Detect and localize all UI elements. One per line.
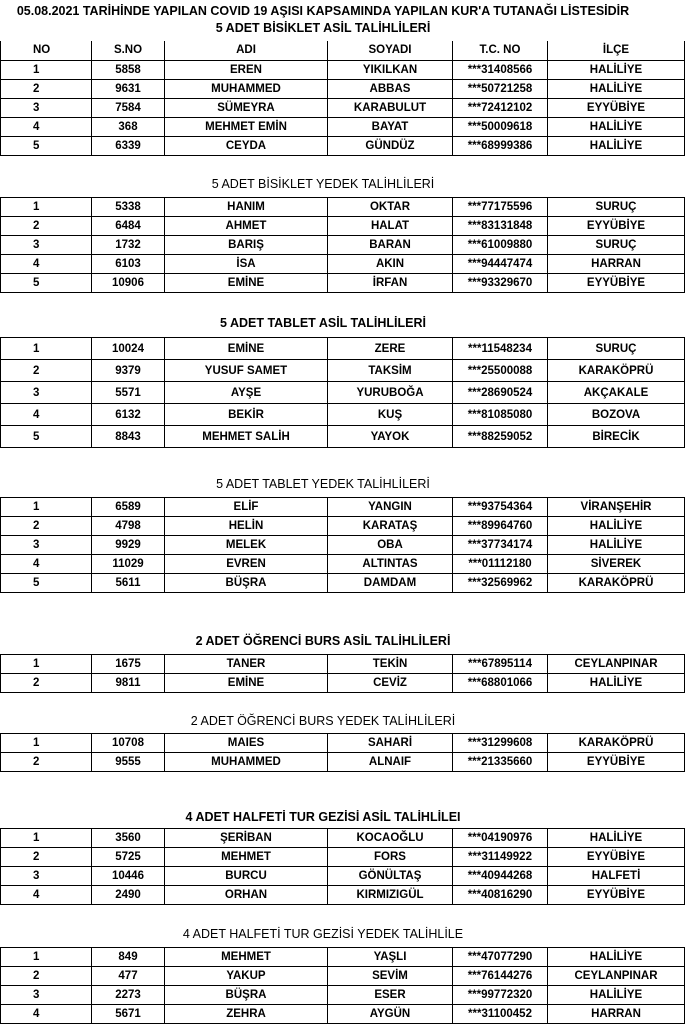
cell-sno: 8843 <box>92 426 165 448</box>
cell-first-name: HANIM <box>165 198 328 217</box>
cell-district: SURUÇ <box>548 198 685 217</box>
column-header-tc-no: T.C. NO <box>453 41 548 60</box>
cell-first-name: MEHMET SALİH <box>165 426 328 448</box>
cell-last-name: AYGÜN <box>328 1005 453 1024</box>
section-title: 2 ADET ÖĞRENCİ BURS YEDEK TALİHLİLERİ <box>190 714 456 728</box>
cell-last-name: ESER <box>328 986 453 1005</box>
cell-last-name: AKIN <box>328 255 453 274</box>
section-table <box>0 733 685 772</box>
column-header-first-name: ADI <box>165 41 328 60</box>
table-row <box>1 886 685 905</box>
cell-sno: 5611 <box>92 574 165 593</box>
cell-district: HALİLİYE <box>548 79 685 98</box>
document-title: 05.08.2021 TARİHİNDE YAPILAN COVID 19 AŞISI KAPSAMINDA YAPILAN KUR'A TUTANAĞI LİSTESİDİR <box>16 4 630 18</box>
cell-sno: 849 <box>92 948 165 967</box>
cell-sno: 477 <box>92 967 165 986</box>
cell-tc-no: ***31149922 <box>453 848 548 867</box>
cell-last-name: YANGIN <box>328 498 453 517</box>
section-table <box>0 947 685 1024</box>
cell-first-name: MEHMET <box>165 848 328 867</box>
cell-first-name: EMİNE <box>165 338 328 360</box>
cell-last-name: SAHARİ <box>328 734 453 753</box>
cell-last-name: SEVİM <box>328 967 453 986</box>
cell-district: HALİLİYE <box>548 517 685 536</box>
table-row <box>1 1005 685 1024</box>
table-row <box>1 198 685 217</box>
cell-tc-no: ***89964760 <box>453 517 548 536</box>
section-title: 5 ADET TABLET ASİL TALİHLİLERİ <box>219 316 426 330</box>
cell-district: HALİLİYE <box>548 948 685 967</box>
table-row <box>1 236 685 255</box>
cell-tc-no: ***77175596 <box>453 198 548 217</box>
cell-sno: 10446 <box>92 867 165 886</box>
cell-last-name: KIRMIZIGÜL <box>328 886 453 905</box>
cell-no: 1 <box>1 338 92 360</box>
cell-sno: 5725 <box>92 848 165 867</box>
table-row <box>1 255 685 274</box>
cell-no: 5 <box>1 426 92 448</box>
cell-sno: 6589 <box>92 498 165 517</box>
table-row <box>1 536 685 555</box>
table-row <box>1 382 685 404</box>
cell-sno: 5671 <box>92 1005 165 1024</box>
cell-first-name: MAIES <box>165 734 328 753</box>
cell-district: EYYÜBİYE <box>548 753 685 772</box>
cell-last-name: ABBAS <box>328 79 453 98</box>
table-row <box>1 217 685 236</box>
table-row <box>1 60 685 79</box>
cell-last-name: OKTAR <box>328 198 453 217</box>
cell-district: HALİLİYE <box>548 136 685 155</box>
cell-tc-no: ***50721258 <box>453 79 548 98</box>
cell-district: CEYLANPINAR <box>548 967 685 986</box>
cell-last-name: TEKİN <box>328 655 453 674</box>
cell-tc-no: ***83131848 <box>453 217 548 236</box>
cell-first-name: HELİN <box>165 517 328 536</box>
cell-first-name: ŞERİBAN <box>165 829 328 848</box>
cell-district: EYYÜBİYE <box>548 848 685 867</box>
cell-first-name: YAKUP <box>165 967 328 986</box>
cell-first-name: MEHMET EMİN <box>165 117 328 136</box>
cell-first-name: EREN <box>165 60 328 79</box>
cell-last-name: YURUBOĞA <box>328 382 453 404</box>
cell-no: 5 <box>1 574 92 593</box>
cell-first-name: BARIŞ <box>165 236 328 255</box>
section-title: 5 ADET BİSİKLET ASİL TALİHLİLERİ <box>215 21 431 35</box>
cell-district: EYYÜBİYE <box>548 217 685 236</box>
section-title: 5 ADET TABLET YEDEK TALİHLİLERİ <box>216 477 430 491</box>
table-row <box>1 274 685 293</box>
cell-sno: 5338 <box>92 198 165 217</box>
table-row <box>1 498 685 517</box>
cell-district: HALİLİYE <box>548 117 685 136</box>
cell-tc-no: ***28690524 <box>453 382 548 404</box>
cell-no: 4 <box>1 886 92 905</box>
cell-tc-no: ***31100452 <box>453 1005 548 1024</box>
cell-first-name: İSA <box>165 255 328 274</box>
cell-tc-no: ***40944268 <box>453 867 548 886</box>
cell-first-name: MUHAMMED <box>165 79 328 98</box>
cell-sno: 7584 <box>92 98 165 117</box>
cell-tc-no: ***81085080 <box>453 404 548 426</box>
table-row <box>1 986 685 1005</box>
cell-sno: 3560 <box>92 829 165 848</box>
cell-sno: 9631 <box>92 79 165 98</box>
cell-first-name: SÜMEYRA <box>165 98 328 117</box>
section-title: 4 ADET HALFETİ TUR GEZİSİ ASİL TALİHLİLEI <box>185 810 461 824</box>
cell-last-name: DAMDAM <box>328 574 453 593</box>
cell-last-name: KARATAŞ <box>328 517 453 536</box>
cell-tc-no: ***93754364 <box>453 498 548 517</box>
cell-last-name: TAKSİM <box>328 360 453 382</box>
cell-no: 3 <box>1 986 92 1005</box>
cell-tc-no: ***25500088 <box>453 360 548 382</box>
cell-tc-no: ***04190976 <box>453 829 548 848</box>
table-row <box>1 338 685 360</box>
cell-last-name: FORS <box>328 848 453 867</box>
table-row <box>1 426 685 448</box>
cell-tc-no: ***72412102 <box>453 98 548 117</box>
cell-district: AKÇAKALE <box>548 382 685 404</box>
table-row <box>1 404 685 426</box>
section-table <box>0 41 685 156</box>
cell-no: 3 <box>1 98 92 117</box>
cell-district: HALFETİ <box>548 867 685 886</box>
cell-first-name: EVREN <box>165 555 328 574</box>
cell-sno: 2273 <box>92 986 165 1005</box>
table-row <box>1 674 685 693</box>
cell-last-name: OBA <box>328 536 453 555</box>
cell-sno: 5571 <box>92 382 165 404</box>
table-row <box>1 829 685 848</box>
cell-last-name: ZERE <box>328 338 453 360</box>
cell-district: HALİLİYE <box>548 60 685 79</box>
cell-no: 4 <box>1 555 92 574</box>
header-row <box>1 41 685 60</box>
cell-no: 2 <box>1 79 92 98</box>
cell-first-name: MELEK <box>165 536 328 555</box>
cell-no: 4 <box>1 404 92 426</box>
cell-no: 2 <box>1 360 92 382</box>
cell-no: 2 <box>1 217 92 236</box>
cell-tc-no: ***88259052 <box>453 426 548 448</box>
cell-no: 1 <box>1 198 92 217</box>
cell-last-name: KUŞ <box>328 404 453 426</box>
cell-sno: 10708 <box>92 734 165 753</box>
table-row <box>1 867 685 886</box>
cell-district: HARRAN <box>548 255 685 274</box>
cell-first-name: EMİNE <box>165 274 328 293</box>
cell-no: 5 <box>1 136 92 155</box>
cell-first-name: CEYDA <box>165 136 328 155</box>
cell-district: CEYLANPINAR <box>548 655 685 674</box>
cell-last-name: ALTINTAS <box>328 555 453 574</box>
cell-first-name: YUSUF SAMET <box>165 360 328 382</box>
cell-no: 2 <box>1 753 92 772</box>
column-header-district: İLÇE <box>548 41 685 60</box>
section-title: 4 ADET HALFETİ TUR GEZİSİ YEDEK TALİHLİLE <box>182 927 464 941</box>
cell-first-name: BEKİR <box>165 404 328 426</box>
table-row <box>1 79 685 98</box>
cell-no: 2 <box>1 967 92 986</box>
cell-district: VİRANŞEHİR <box>548 498 685 517</box>
table-row <box>1 967 685 986</box>
cell-tc-no: ***67895114 <box>453 655 548 674</box>
cell-tc-no: ***11548234 <box>453 338 548 360</box>
cell-tc-no: ***76144276 <box>453 967 548 986</box>
cell-sno: 6132 <box>92 404 165 426</box>
section-table <box>0 497 685 593</box>
cell-district: KARAKÖPRÜ <box>548 734 685 753</box>
cell-sno: 6103 <box>92 255 165 274</box>
cell-no: 2 <box>1 674 92 693</box>
table-row <box>1 517 685 536</box>
cell-first-name: ORHAN <box>165 886 328 905</box>
section-title: 2 ADET ÖĞRENCİ BURS ASİL TALİHLİLERİ <box>195 634 451 648</box>
cell-tc-no: ***68801066 <box>453 674 548 693</box>
table-row <box>1 734 685 753</box>
cell-district: HALİLİYE <box>548 986 685 1005</box>
table-row <box>1 360 685 382</box>
cell-sno: 1675 <box>92 655 165 674</box>
cell-first-name: AHMET <box>165 217 328 236</box>
cell-sno: 4798 <box>92 517 165 536</box>
table-row <box>1 948 685 967</box>
cell-last-name: HALAT <box>328 217 453 236</box>
cell-no: 3 <box>1 867 92 886</box>
cell-first-name: MUHAMMED <box>165 753 328 772</box>
section-table <box>0 654 685 693</box>
cell-sno: 11029 <box>92 555 165 574</box>
cell-tc-no: ***68999386 <box>453 136 548 155</box>
cell-first-name: MEHMET <box>165 948 328 967</box>
cell-district: KARAKÖPRÜ <box>548 360 685 382</box>
cell-district: BOZOVA <box>548 404 685 426</box>
cell-no: 4 <box>1 1005 92 1024</box>
cell-district: EYYÜBİYE <box>548 98 685 117</box>
cell-first-name: AYŞE <box>165 382 328 404</box>
cell-last-name: YIKILKAN <box>328 60 453 79</box>
cell-last-name: BAYAT <box>328 117 453 136</box>
cell-sno: 2490 <box>92 886 165 905</box>
cell-district: HALİLİYE <box>548 829 685 848</box>
cell-first-name: BURCU <box>165 867 328 886</box>
table-row <box>1 136 685 155</box>
cell-district: SURUÇ <box>548 236 685 255</box>
cell-district: BİRECİK <box>548 426 685 448</box>
cell-last-name: GÖNÜLTAŞ <box>328 867 453 886</box>
cell-no: 1 <box>1 498 92 517</box>
cell-first-name: ZEHRA <box>165 1005 328 1024</box>
cell-last-name: GÜNDÜZ <box>328 136 453 155</box>
cell-no: 5 <box>1 274 92 293</box>
cell-last-name: ALNAIF <box>328 753 453 772</box>
cell-no: 4 <box>1 117 92 136</box>
cell-last-name: BARAN <box>328 236 453 255</box>
cell-last-name: YAYOK <box>328 426 453 448</box>
column-header-last-name: SOYADI <box>328 41 453 60</box>
cell-sno: 368 <box>92 117 165 136</box>
cell-no: 1 <box>1 734 92 753</box>
cell-district: HALİLİYE <box>548 674 685 693</box>
cell-last-name: İRFAN <box>328 274 453 293</box>
cell-sno: 9811 <box>92 674 165 693</box>
cell-district: HARRAN <box>548 1005 685 1024</box>
cell-sno: 1732 <box>92 236 165 255</box>
cell-tc-no: ***93329670 <box>453 274 548 293</box>
cell-last-name: KARABULUT <box>328 98 453 117</box>
cell-last-name: YAŞLI <box>328 948 453 967</box>
cell-tc-no: ***47077290 <box>453 948 548 967</box>
cell-first-name: ELİF <box>165 498 328 517</box>
cell-tc-no: ***31408566 <box>453 60 548 79</box>
cell-no: 4 <box>1 255 92 274</box>
column-header-no: NO <box>1 41 92 60</box>
cell-sno: 9929 <box>92 536 165 555</box>
cell-no: 3 <box>1 236 92 255</box>
cell-sno: 6339 <box>92 136 165 155</box>
cell-first-name: TANER <box>165 655 328 674</box>
cell-tc-no: ***40816290 <box>453 886 548 905</box>
section-table <box>0 337 685 448</box>
cell-district: HALİLİYE <box>548 536 685 555</box>
cell-no: 3 <box>1 536 92 555</box>
section-table <box>0 197 685 293</box>
cell-district: EYYÜBİYE <box>548 886 685 905</box>
cell-no: 1 <box>1 829 92 848</box>
cell-district: SURUÇ <box>548 338 685 360</box>
section-table <box>0 828 685 905</box>
table-row <box>1 98 685 117</box>
cell-tc-no: ***99772320 <box>453 986 548 1005</box>
table-row <box>1 117 685 136</box>
cell-no: 1 <box>1 655 92 674</box>
table-row <box>1 655 685 674</box>
cell-tc-no: ***32569962 <box>453 574 548 593</box>
cell-sno: 6484 <box>92 217 165 236</box>
cell-no: 1 <box>1 948 92 967</box>
cell-tc-no: ***21335660 <box>453 753 548 772</box>
cell-sno: 10906 <box>92 274 165 293</box>
cell-last-name: CEVİZ <box>328 674 453 693</box>
cell-no: 1 <box>1 60 92 79</box>
cell-tc-no: ***94447474 <box>453 255 548 274</box>
cell-district: KARAKÖPRÜ <box>548 574 685 593</box>
cell-sno: 9379 <box>92 360 165 382</box>
table-row <box>1 848 685 867</box>
cell-no: 3 <box>1 382 92 404</box>
cell-tc-no: ***01112180 <box>453 555 548 574</box>
cell-sno: 10024 <box>92 338 165 360</box>
cell-tc-no: ***61009880 <box>453 236 548 255</box>
cell-tc-no: ***50009618 <box>453 117 548 136</box>
cell-first-name: EMİNE <box>165 674 328 693</box>
table-row <box>1 555 685 574</box>
table-row <box>1 753 685 772</box>
cell-district: EYYÜBİYE <box>548 274 685 293</box>
cell-first-name: BÜŞRA <box>165 986 328 1005</box>
section-title: 5 ADET BİSİKLET YEDEK TALİHLİLERİ <box>211 177 435 191</box>
cell-last-name: KOCAOĞLU <box>328 829 453 848</box>
column-header-sno: S.NO <box>92 41 165 60</box>
cell-first-name: BÜŞRA <box>165 574 328 593</box>
cell-sno: 9555 <box>92 753 165 772</box>
cell-no: 2 <box>1 848 92 867</box>
cell-tc-no: ***37734174 <box>453 536 548 555</box>
cell-tc-no: ***31299608 <box>453 734 548 753</box>
cell-no: 2 <box>1 517 92 536</box>
cell-sno: 5858 <box>92 60 165 79</box>
table-row <box>1 574 685 593</box>
cell-district: SİVEREK <box>548 555 685 574</box>
